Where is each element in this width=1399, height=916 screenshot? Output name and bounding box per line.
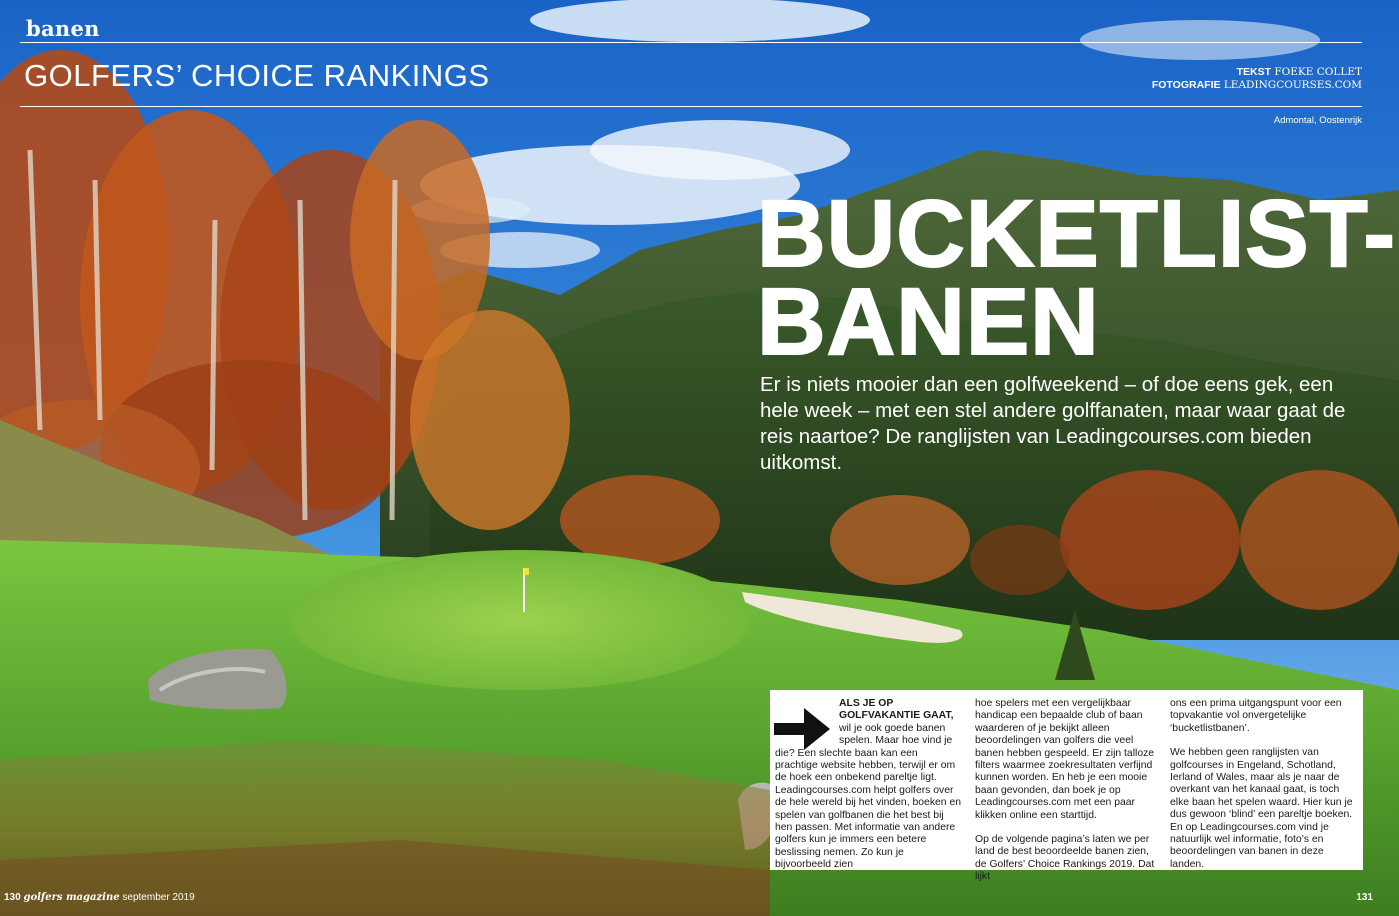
credit-value: FOEKE COLLET	[1274, 66, 1362, 78]
issue-date: september 2019	[122, 892, 195, 903]
headline	[757, 181, 1397, 375]
header-rule-top	[20, 42, 1362, 43]
page-number-right: 131	[1356, 892, 1373, 903]
body-column-3	[1170, 698, 1356, 883]
section-label: banen	[26, 16, 100, 41]
body-paragraph: ons een prima uitgangspunt voor een topvakantie vol onvergetelijke ‘bucketlistbanen’.	[1170, 698, 1342, 734]
article-body	[770, 690, 1363, 883]
credit-value: LEADINGCOURSES.COM	[1223, 79, 1362, 91]
body-paragraph: Op de volgende pagina’s laten we per land de best beoordeelde banen zien, de Golfers’ Choice Rankings 2019. Dat lijkt	[975, 834, 1155, 883]
headline-line-1: BUCKETLIST-	[757, 181, 1397, 287]
body-paragraph: hoe spelers met een vergelijkbaar handicap een bepaalde club of baan waarderen of je bekijkt alleen beoordelingen van golfers die veel banen hebben gespeeld. Er zijn talloze filters waarmee zoekresultaten verfijnd kunnen worden. En heb je een mooie baan gevonden, dan boek je op Leadingcourses.com met een paar klikken online een starttijd.	[975, 698, 1155, 821]
credits	[1152, 66, 1362, 92]
credit-photo	[1152, 79, 1362, 92]
body-text: wil je ook goede banen spelen. Maar hoe vind je die? Een slechte baan kan een prachtige website hebben, terwijl er om de hoek een onbekend pareltje ligt. Leadingcourses.com helpt golfers over de hele wereld bij het vinden, boeken en spelen van golfbanen die het best bij hen passen. Met informatie van andere golfers kun je immers een betere beslissing nemen. Zo kun je bijvoorbeeld zien	[775, 722, 962, 871]
body-column-1	[775, 698, 961, 884]
intro-text: Er is niets mooier dan een golfweekend – of doe eens gek, een hele week – met een stel andere golffanaten, maar waar gaat de reis naartoe? De ranglijsten van Leadingcourses.com bieden uitkomst.	[760, 373, 1346, 474]
headline-line-2: BANEN	[757, 269, 1100, 375]
body-column-2	[975, 698, 1157, 896]
lead-in: ALS JE OP GOLFVAKANTIE GAAT,	[839, 698, 954, 722]
folio-left	[4, 892, 195, 903]
page-title: GOLFERS’ CHOICE RANKINGS	[24, 58, 490, 93]
credit-label: TEKST	[1236, 66, 1271, 78]
credit-text	[1152, 66, 1362, 79]
page-number-left: 130	[4, 892, 21, 903]
magazine-name: golfers magazine	[23, 892, 120, 903]
photo-caption: Admontal, Oostenrijk	[1273, 115, 1362, 126]
header-rule-bottom	[20, 106, 1362, 107]
body-paragraph: We hebben geen ranglijsten van golfcourses in Engeland, Schotland, Ierland of Wales, maar als je naar de overkant van het kanaal gaat, is toch elke baan het spelen waard. Hier kun je dus gewoon ‘blind’ een pareltje boeken. En op Leadingcourses.com vind je natuurlijk wel informatie, foto’s en beoordelingen van banen in deze landen.	[1170, 747, 1353, 870]
folio-right	[1356, 892, 1373, 903]
body-paragraph	[775, 698, 961, 872]
credit-label: FOTOGRAFIE	[1151, 79, 1221, 91]
